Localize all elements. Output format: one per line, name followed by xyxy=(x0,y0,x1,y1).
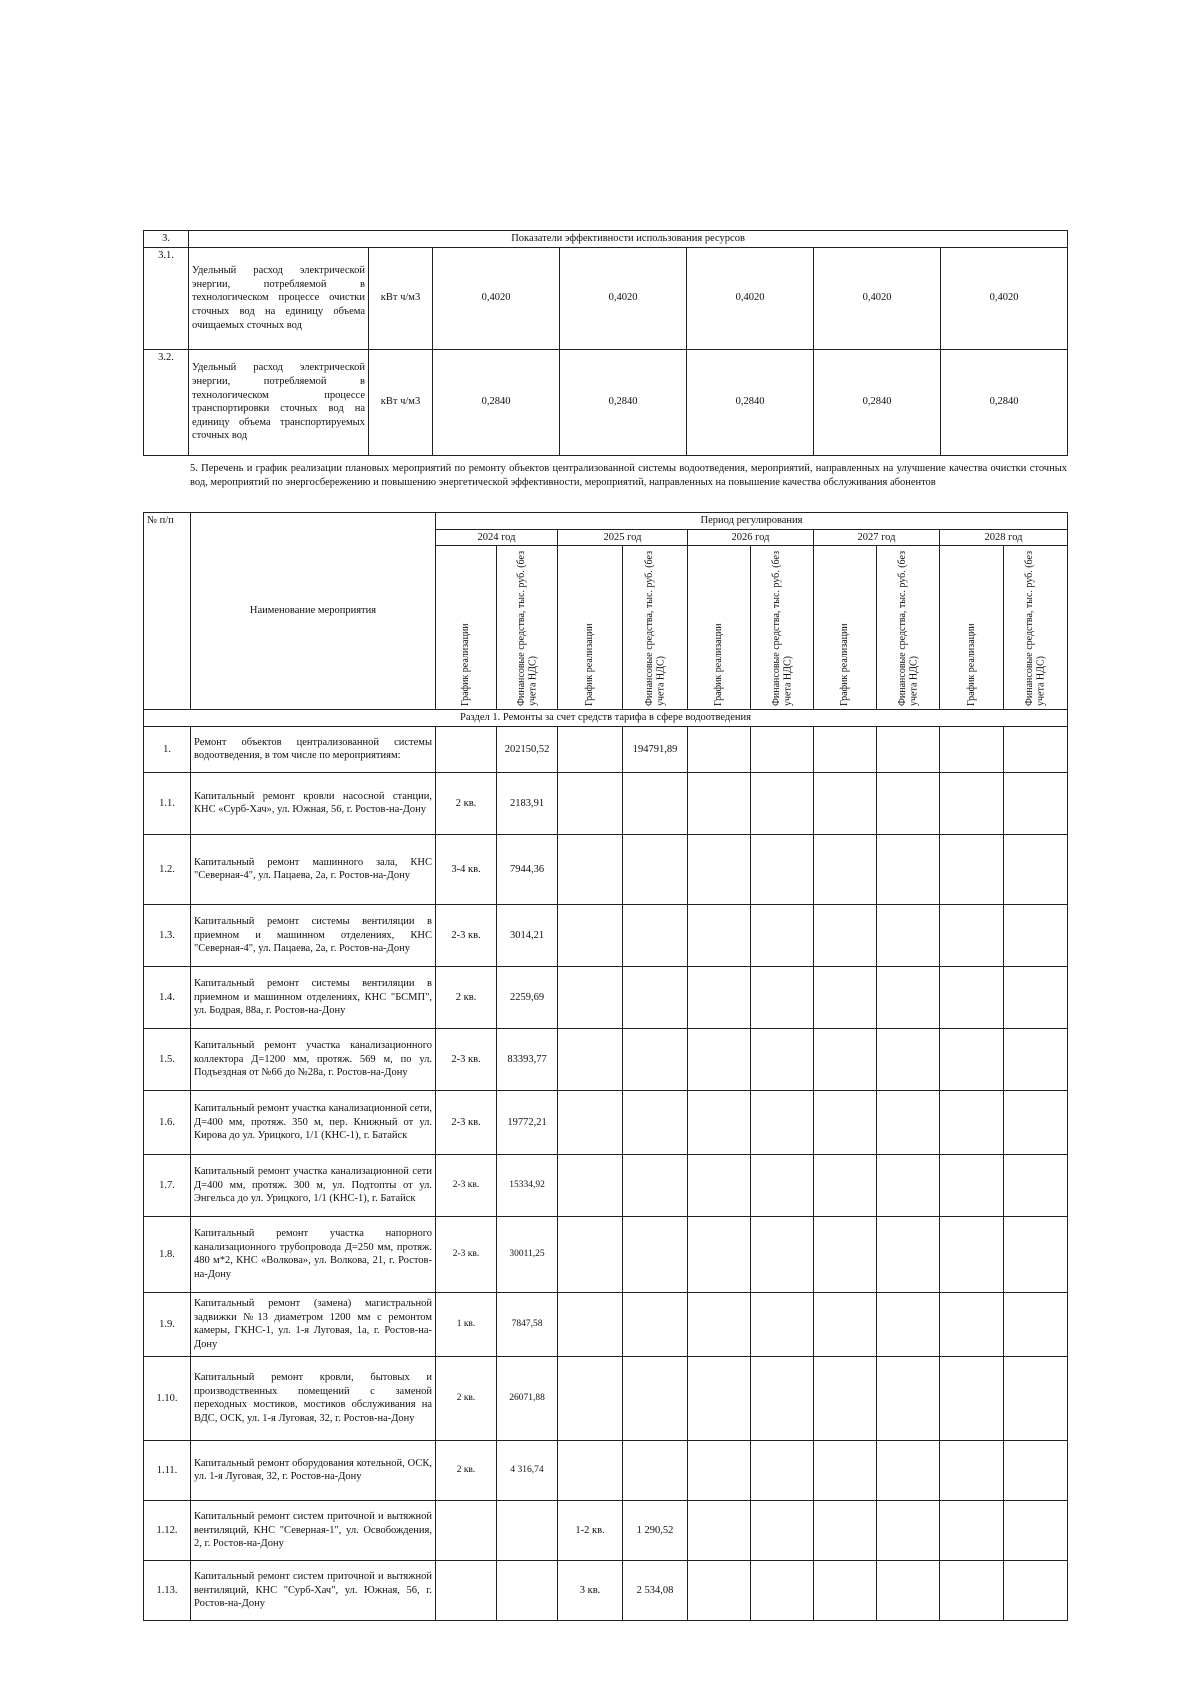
table-row xyxy=(144,1216,1068,1292)
schedule-2025 xyxy=(558,1216,623,1292)
finance-2024: 7944,36 xyxy=(497,834,558,904)
row-number: 3.2. xyxy=(144,349,189,455)
finance-2024: 7847,58 xyxy=(497,1292,558,1356)
value-2025: 0,2840 xyxy=(560,349,687,455)
finance-2024: 2183,91 xyxy=(497,772,558,834)
row-number: 1.4. xyxy=(144,966,191,1028)
schedule-2025 xyxy=(558,772,623,834)
section-title: Показатели эффективности использования ресурсов xyxy=(189,231,1068,248)
repair-measures-table xyxy=(143,512,1068,1621)
row-number: 1.11. xyxy=(144,1440,191,1500)
row-number: 3.1. xyxy=(144,247,189,349)
schedule-2025 xyxy=(558,1028,623,1090)
finance-2024: 202150,52 xyxy=(497,726,558,772)
header-schedule: График реализации xyxy=(584,623,596,706)
table-row xyxy=(144,966,1068,1028)
finance-2025 xyxy=(623,1154,688,1216)
value-2025: 0,4020 xyxy=(560,247,687,349)
schedule-2024: 1 кв. xyxy=(436,1292,497,1356)
finance-2025: 194791,89 xyxy=(623,726,688,772)
value-2026: 0,4020 xyxy=(687,247,814,349)
schedule-2025 xyxy=(558,1440,623,1500)
value-2028: 0,4020 xyxy=(941,247,1068,349)
finance-2024: 30011,25 xyxy=(497,1216,558,1292)
header-period: Период регулирования xyxy=(436,513,1068,530)
schedule-2025: 1-2 кв. xyxy=(558,1500,623,1560)
table-row xyxy=(144,349,1068,455)
finance-2024: 4 316,74 xyxy=(497,1440,558,1500)
header-year-2027: 2027 год xyxy=(814,529,940,546)
measure-name: Капитальный ремонт участка канализационной сети, Д=400 мм, протяж. 350 м, пер. Книжный от ул. Кирова до ул. Урицкого, 1/1 (КНС-1), г. Батайск xyxy=(191,1090,436,1154)
finance-2025 xyxy=(623,904,688,966)
header-year-2024: 2024 год xyxy=(436,529,558,546)
finance-2025 xyxy=(623,1216,688,1292)
table-row xyxy=(144,1292,1068,1356)
schedule-2025: 3 кв. xyxy=(558,1560,623,1620)
schedule-2025 xyxy=(558,904,623,966)
row-number: 1.8. xyxy=(144,1216,191,1292)
header-year-2025: 2025 год xyxy=(558,529,688,546)
value-2024: 0,2840 xyxy=(433,349,560,455)
header-year-2028: 2028 год xyxy=(940,529,1068,546)
measure-name: Капитальный ремонт оборудования котельной, ОСК, ул. 1-я Луговая, 32, г. Ростов-на-Дону xyxy=(191,1440,436,1500)
schedule-2024: 2-3 кв. xyxy=(436,1028,497,1090)
row-number: 1.3. xyxy=(144,904,191,966)
finance-2025 xyxy=(623,772,688,834)
header-schedule: График реализации xyxy=(965,623,977,706)
header-year-2026: 2026 год xyxy=(688,529,814,546)
header-schedule: График реализации xyxy=(460,623,472,706)
value-2024: 0,4020 xyxy=(433,247,560,349)
table-row xyxy=(144,1440,1068,1500)
schedule-2025 xyxy=(558,1356,623,1440)
header-schedule: График реализации xyxy=(839,623,851,706)
measure-name: Капитальный ремонт участка канализационного коллектора Д=1200 мм, протяж. 569 м, по ул. Подъездная от №66 до №28а, г. Ростов-на-Дону xyxy=(191,1028,436,1090)
value-2027: 0,4020 xyxy=(814,247,941,349)
table-row xyxy=(144,1090,1068,1154)
table-row xyxy=(144,834,1068,904)
schedule-2024: 2 кв. xyxy=(436,1440,497,1500)
schedule-2024: 2-3 кв. xyxy=(436,1090,497,1154)
finance-2024 xyxy=(497,1560,558,1620)
value-2026: 0,2840 xyxy=(687,349,814,455)
finance-2025: 1 290,52 xyxy=(623,1500,688,1560)
row-number: 1.7. xyxy=(144,1154,191,1216)
table-row xyxy=(144,772,1068,834)
header-finance: Финансовые средства, тыс. руб. (без учета НДС) xyxy=(896,550,919,706)
schedule-2025 xyxy=(558,834,623,904)
finance-2024 xyxy=(497,1500,558,1560)
table-row xyxy=(144,1356,1068,1440)
schedule-2024 xyxy=(436,1500,497,1560)
schedule-2024: 2-3 кв. xyxy=(436,1216,497,1292)
measure-name: Ремонт объектов централизованной системы водоотведения, в том числе по мероприятиям: xyxy=(191,726,436,772)
table-row xyxy=(144,1028,1068,1090)
finance-2025 xyxy=(623,966,688,1028)
table-row xyxy=(144,1154,1068,1216)
row-number: 1.2. xyxy=(144,834,191,904)
schedule-2024: 2 кв. xyxy=(436,772,497,834)
finance-2024: 15334,92 xyxy=(497,1154,558,1216)
finance-2025 xyxy=(623,1028,688,1090)
row-number: 1.9. xyxy=(144,1292,191,1356)
row-number: 1.1. xyxy=(144,772,191,834)
schedule-2025 xyxy=(558,726,623,772)
schedule-2024: 2-3 кв. xyxy=(436,1154,497,1216)
header-schedule: График реализации xyxy=(713,623,725,706)
schedule-2024: 2-3 кв. xyxy=(436,904,497,966)
measure-name: Капитальный ремонт систем приточной и вытяжной вентиляций, КНС "Сурб-Хач", ул. Южная, 56, г. Ростов-на-Дону xyxy=(191,1560,436,1620)
resource-efficiency-table xyxy=(143,230,1068,456)
row-number: 1.13. xyxy=(144,1560,191,1620)
row-number: 1. xyxy=(144,726,191,772)
header-finance: Финансовые средства, тыс. руб. (без учета НДС) xyxy=(1024,550,1047,706)
schedule-2025 xyxy=(558,1090,623,1154)
header-finance: Финансовые средства, тыс. руб. (без учета НДС) xyxy=(515,550,538,706)
section-intro-text: 5. Перечень и график реализации плановых мероприятий по ремонту объектов централизованной системы водоотведения, мероприятий, направленных на улучшение качества очистки сточных вод, мероприятий по энергосбережению и повышению энергетической эффективности, мероприятий, направленных на повышение качества обслуживания абонентов xyxy=(190,463,1067,488)
schedule-2025 xyxy=(558,966,623,1028)
table-row xyxy=(144,726,1068,772)
header-finance: Финансовые средства, тыс. руб. (без учета НДС) xyxy=(770,550,793,706)
row-number: 1.6. xyxy=(144,1090,191,1154)
measure-name: Капитальный ремонт систем приточной и вытяжной вентиляций, КНС "Северная-1", ул. Освобождения, 2, г. Ростов-на-Дону xyxy=(191,1500,436,1560)
schedule-2024 xyxy=(436,726,497,772)
row-number: 1.5. xyxy=(144,1028,191,1090)
measure-name: Капитальный ремонт участка канализационной сети Д=400 мм, протяж. 300 м, ул. Подтопты от ул. Энгельса до ул. Урицкого, 1/1 (КНС-1), г. Батайск xyxy=(191,1154,436,1216)
finance-2024: 2259,69 xyxy=(497,966,558,1028)
unit: кВт ч/м3 xyxy=(369,247,433,349)
finance-2025 xyxy=(623,1440,688,1500)
finance-2024: 3014,21 xyxy=(497,904,558,966)
finance-2024: 26071,88 xyxy=(497,1356,558,1440)
row-number: 1.12. xyxy=(144,1500,191,1560)
table-row xyxy=(144,904,1068,966)
header-measure-name: Наименование мероприятия xyxy=(191,513,436,710)
measure-name: Капитальный ремонт (замена) магистральной задвижки №13 диаметром 1200 мм с ремонтом камеры, ГКНС-1, ул. 1-я Луговая, 1а, г. Ростов-на-Дону xyxy=(191,1292,436,1356)
measure-name: Капитальный ремонт кровли насосной станции, КНС «Сурб-Хач», ул. Южная, 56, г. Ростов-на-Дону xyxy=(191,772,436,834)
row-number: 1.10. xyxy=(144,1356,191,1440)
section-number: 3. xyxy=(144,231,189,248)
section-heading: Раздел 1. Ремонты за счет средств тарифа в сфере водоотведения xyxy=(144,710,1068,727)
schedule-2025 xyxy=(558,1154,623,1216)
finance-2025: 2 534,08 xyxy=(623,1560,688,1620)
indicator-name: Удельный расход электрической энергии, потребляемой в технологическом процессе транспортировки сточных вод на единицу объема транспортируемых сточных вод xyxy=(189,349,369,455)
measure-name: Капитальный ремонт кровли, бытовых и производственных помещений с заменой переходных мостиков, мостиков обслуживания на ВДС, ОСК, ул. 1-я Луговая, 32, г. Ростов-на-Дону xyxy=(191,1356,436,1440)
finance-2025 xyxy=(623,1356,688,1440)
finance-2025 xyxy=(623,1292,688,1356)
finance-2024: 83393,77 xyxy=(497,1028,558,1090)
table-row xyxy=(144,1560,1068,1620)
header-number: № п/п xyxy=(144,513,191,710)
schedule-2025 xyxy=(558,1292,623,1356)
finance-2025 xyxy=(623,1090,688,1154)
unit: кВт ч/м3 xyxy=(369,349,433,455)
schedule-2024: 2 кв. xyxy=(436,966,497,1028)
indicator-name: Удельный расход электрической энергии, потребляемой в технологическом процессе очистки сточных вод на единицу объема очищаемых сточных вод xyxy=(189,247,369,349)
schedule-2024: 3-4 кв. xyxy=(436,834,497,904)
value-2027: 0,2840 xyxy=(814,349,941,455)
table-row xyxy=(144,247,1068,349)
measure-name: Капитальный ремонт машинного зала, КНС "Северная-4", ул. Пацаева, 2а, г. Ростов-на-Дону xyxy=(191,834,436,904)
value-2028: 0,2840 xyxy=(941,349,1068,455)
schedule-2024 xyxy=(436,1560,497,1620)
measure-name: Капитальный ремонт системы вентиляции в приемном и машинном отделениях, КНС "БСМП", ул. Бодрая, 88а, г. Ростов-на-Дону xyxy=(191,966,436,1028)
measure-name: Капитальный ремонт участка напорного канализационного трубопровода Д=250 мм, протяж. 480 м*2, КНС «Волкова», ул. Волкова, 21, г. Ростов-на-Дону xyxy=(191,1216,436,1292)
table-row xyxy=(144,1500,1068,1560)
finance-2024: 19772,21 xyxy=(497,1090,558,1154)
schedule-2024: 2 кв. xyxy=(436,1356,497,1440)
finance-2025 xyxy=(623,834,688,904)
measure-name: Капитальный ремонт системы вентиляции в приемном и машинном отделениях, КНС "Северная-4", ул. Пацаева, 2а, г. Ростов-на-Дону xyxy=(191,904,436,966)
header-finance: Финансовые средства, тыс. руб. (без учета НДС) xyxy=(643,550,666,706)
